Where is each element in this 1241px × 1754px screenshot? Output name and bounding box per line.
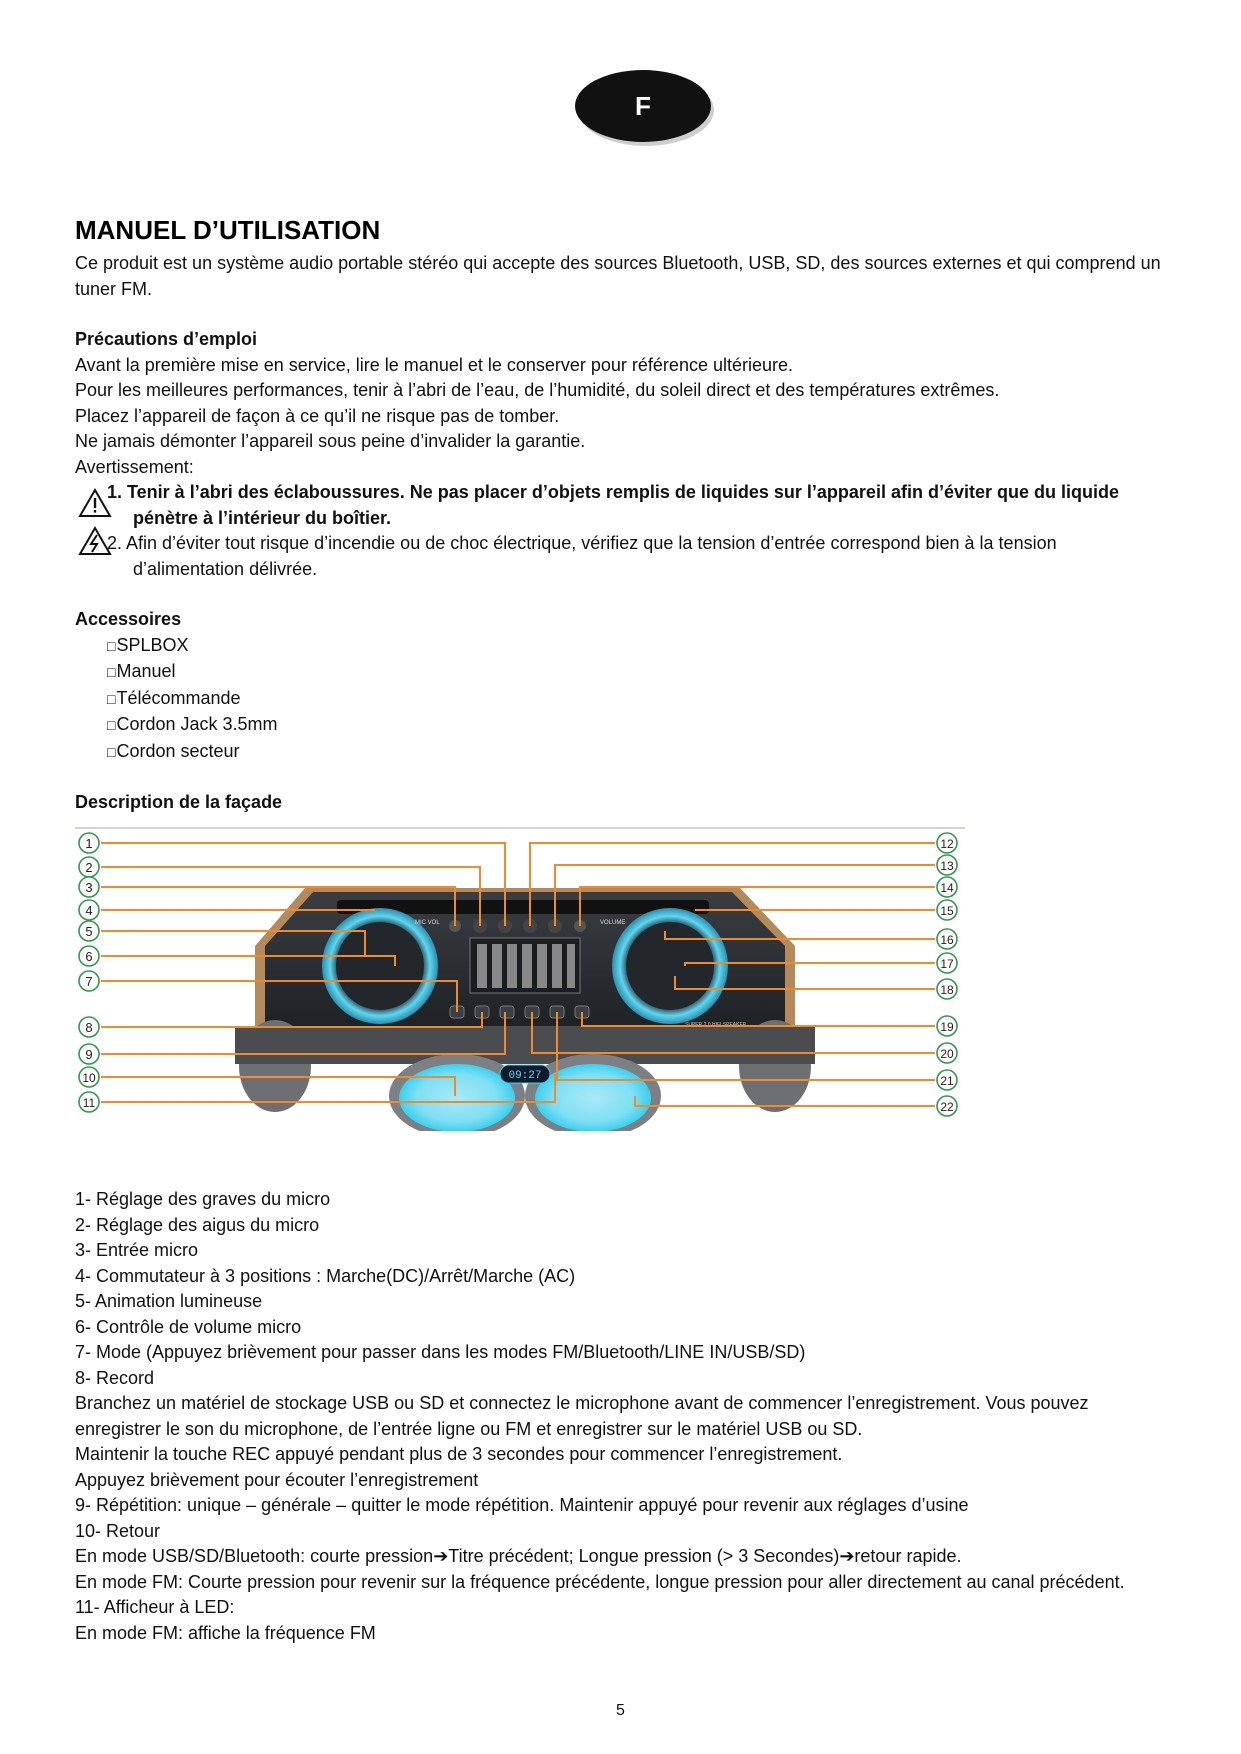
description-line: 2- Réglage des aigus du micro — [75, 1214, 320, 1235]
accessory-item: □ Cordon secteur — [107, 739, 1165, 766]
description-line: 11- Afficheur à LED: — [75, 1597, 235, 1617]
description-line: 5- Animation lumineuse — [75, 1291, 263, 1311]
callout-number: 10 — [82, 1071, 96, 1085]
description-line: 4- Commutateur à 3 positions : Marche(DC)/Arrêt/Marche (AC) — [75, 1265, 576, 1286]
main-content — [75, 213, 1165, 816]
description-line: 6- Contrôle de volume micro — [75, 1316, 302, 1337]
accessory-item: □ Cordon Jack 3.5mm — [107, 712, 1165, 739]
accessories-heading: Accessoires — [75, 609, 182, 629]
callout-number: 13 — [940, 859, 954, 873]
description-line: 1- Réglage des graves du micro — [75, 1189, 331, 1209]
precaution-line: Placez l’appareil de façon à ce qu’il ne risque pas de tomber. — [75, 405, 560, 426]
page-number: 5 — [616, 1702, 625, 1719]
callout-number: 1 — [85, 836, 93, 851]
right-knob-label: VOLUME — [600, 920, 626, 926]
description-line: 3- Entrée micro — [75, 1240, 199, 1260]
description-line: Maintenir la touche REC appuyé pendant plus de 3 secondes pour commencer l’enregistrement. — [75, 1444, 843, 1464]
callout-number: 20 — [940, 1047, 954, 1061]
warning-block — [75, 480, 1165, 582]
accessory-item: □ Manuel — [107, 659, 1165, 686]
callout-number: 15 — [940, 904, 954, 918]
warning-item: 1. Tenir à l’abri des éclaboussures. Ne pas placer d’objets remplis de liquides sur l’appareil afin d’éviter que du liquide pénètre à l’intérieur du boîtier. — [107, 482, 1119, 528]
warning-list — [75, 480, 1165, 582]
brand-label: SUPER 2.0 HIFI SPEAKER — [685, 1022, 747, 1028]
speaker-front-diagram — [75, 826, 975, 1156]
callout-number: 21 — [940, 1074, 954, 1088]
precaution-line: Avant la première mise en service, lire le manuel et le conserver pour référence ultérieure. — [75, 354, 794, 375]
page-title: MANUEL D’UTILISATION — [75, 215, 381, 245]
callout-number: 8 — [85, 1020, 93, 1035]
callout-number: 3 — [85, 880, 93, 895]
description-line: En mode FM: Courte pression pour revenir sur la fréquence précédente, longue pression pour aller directement au canal précédent. — [75, 1571, 1125, 1592]
callout-number: 4 — [85, 903, 93, 918]
facade-heading: Description de la façade — [75, 792, 283, 812]
callout-number: 2 — [85, 860, 93, 875]
callout-number: 16 — [940, 933, 954, 947]
badge-letter: F — [635, 91, 651, 121]
callout-number: 7 — [85, 974, 93, 989]
accessories-list — [75, 633, 1165, 766]
warning-label: Avertissement: — [75, 456, 194, 477]
callout-number: 14 — [940, 881, 954, 895]
callout-number: 11 — [82, 1096, 96, 1110]
description-line: 7- Mode (Appuyez brièvement pour passer dans les modes FM/Bluetooth/LINE IN/USB/SD) — [75, 1342, 806, 1362]
description-line: En mode FM: affiche la fréquence FM — [75, 1622, 376, 1643]
precaution-line: Pour les meilleures performances, tenir à l’abri de l’eau, de l’humidité, du soleil direct et des températures extrêmes. — [75, 380, 1000, 400]
callout-number: 18 — [940, 983, 954, 997]
description-list — [75, 1187, 1165, 1646]
left-knob-label: MIC VOL — [415, 920, 440, 926]
description-line: 8- Record — [75, 1367, 155, 1388]
description-line: 10- Retour — [75, 1520, 161, 1541]
precautions-heading: Précautions d’emploi — [75, 329, 258, 349]
description-line: Appuyez brièvement pour écouter l’enregistrement — [75, 1469, 479, 1490]
description-line: En mode USB/SD/Bluetooth: courte pression➔Titre précédent; Longue pression (> 3 Secondes)➔retour rapide. — [75, 1546, 962, 1566]
language-badge — [574, 66, 716, 148]
callout-number: 22 — [940, 1100, 954, 1114]
callout-number: 9 — [85, 1047, 93, 1062]
led-display: 09:27 — [508, 1070, 542, 1082]
callout-number: 5 — [85, 924, 93, 939]
callout-number: 19 — [940, 1020, 954, 1034]
description-line: 9- Répétition: unique – générale – quitter le mode répétition. Maintenir appuyé pour revenir aux réglages d’usine — [75, 1495, 969, 1515]
intro-text: Ce produit est un système audio portable stéréo qui accepte des sources Bluetooth, USB, SD, des sources externes et qui comprend un tuner FM. — [75, 253, 1161, 299]
precaution-line: Ne jamais démonter l’appareil sous peine d’invalider la garantie. — [75, 431, 586, 451]
callout-number: 6 — [85, 949, 93, 964]
accessory-item: □ Télécommande — [107, 686, 1165, 713]
description-line: Branchez un matériel de stockage USB ou SD et connectez le microphone avant de commencer l’enregistrement. Vous pouvez enregistrer le son du microphone, de l’entrée ligne ou FM et enregistrer sur le matériel USB ou SD. — [75, 1393, 1089, 1439]
callout-number: 12 — [940, 837, 954, 851]
warning-item: 2. Afin d’éviter tout risque d’incendie ou de choc électrique, vérifiez que la tension d’entrée correspond bien à la tension d’alimentation délivrée. — [107, 533, 1057, 579]
accessory-item: □ SPLBOX — [107, 633, 1165, 660]
callout-number: 17 — [940, 957, 954, 971]
